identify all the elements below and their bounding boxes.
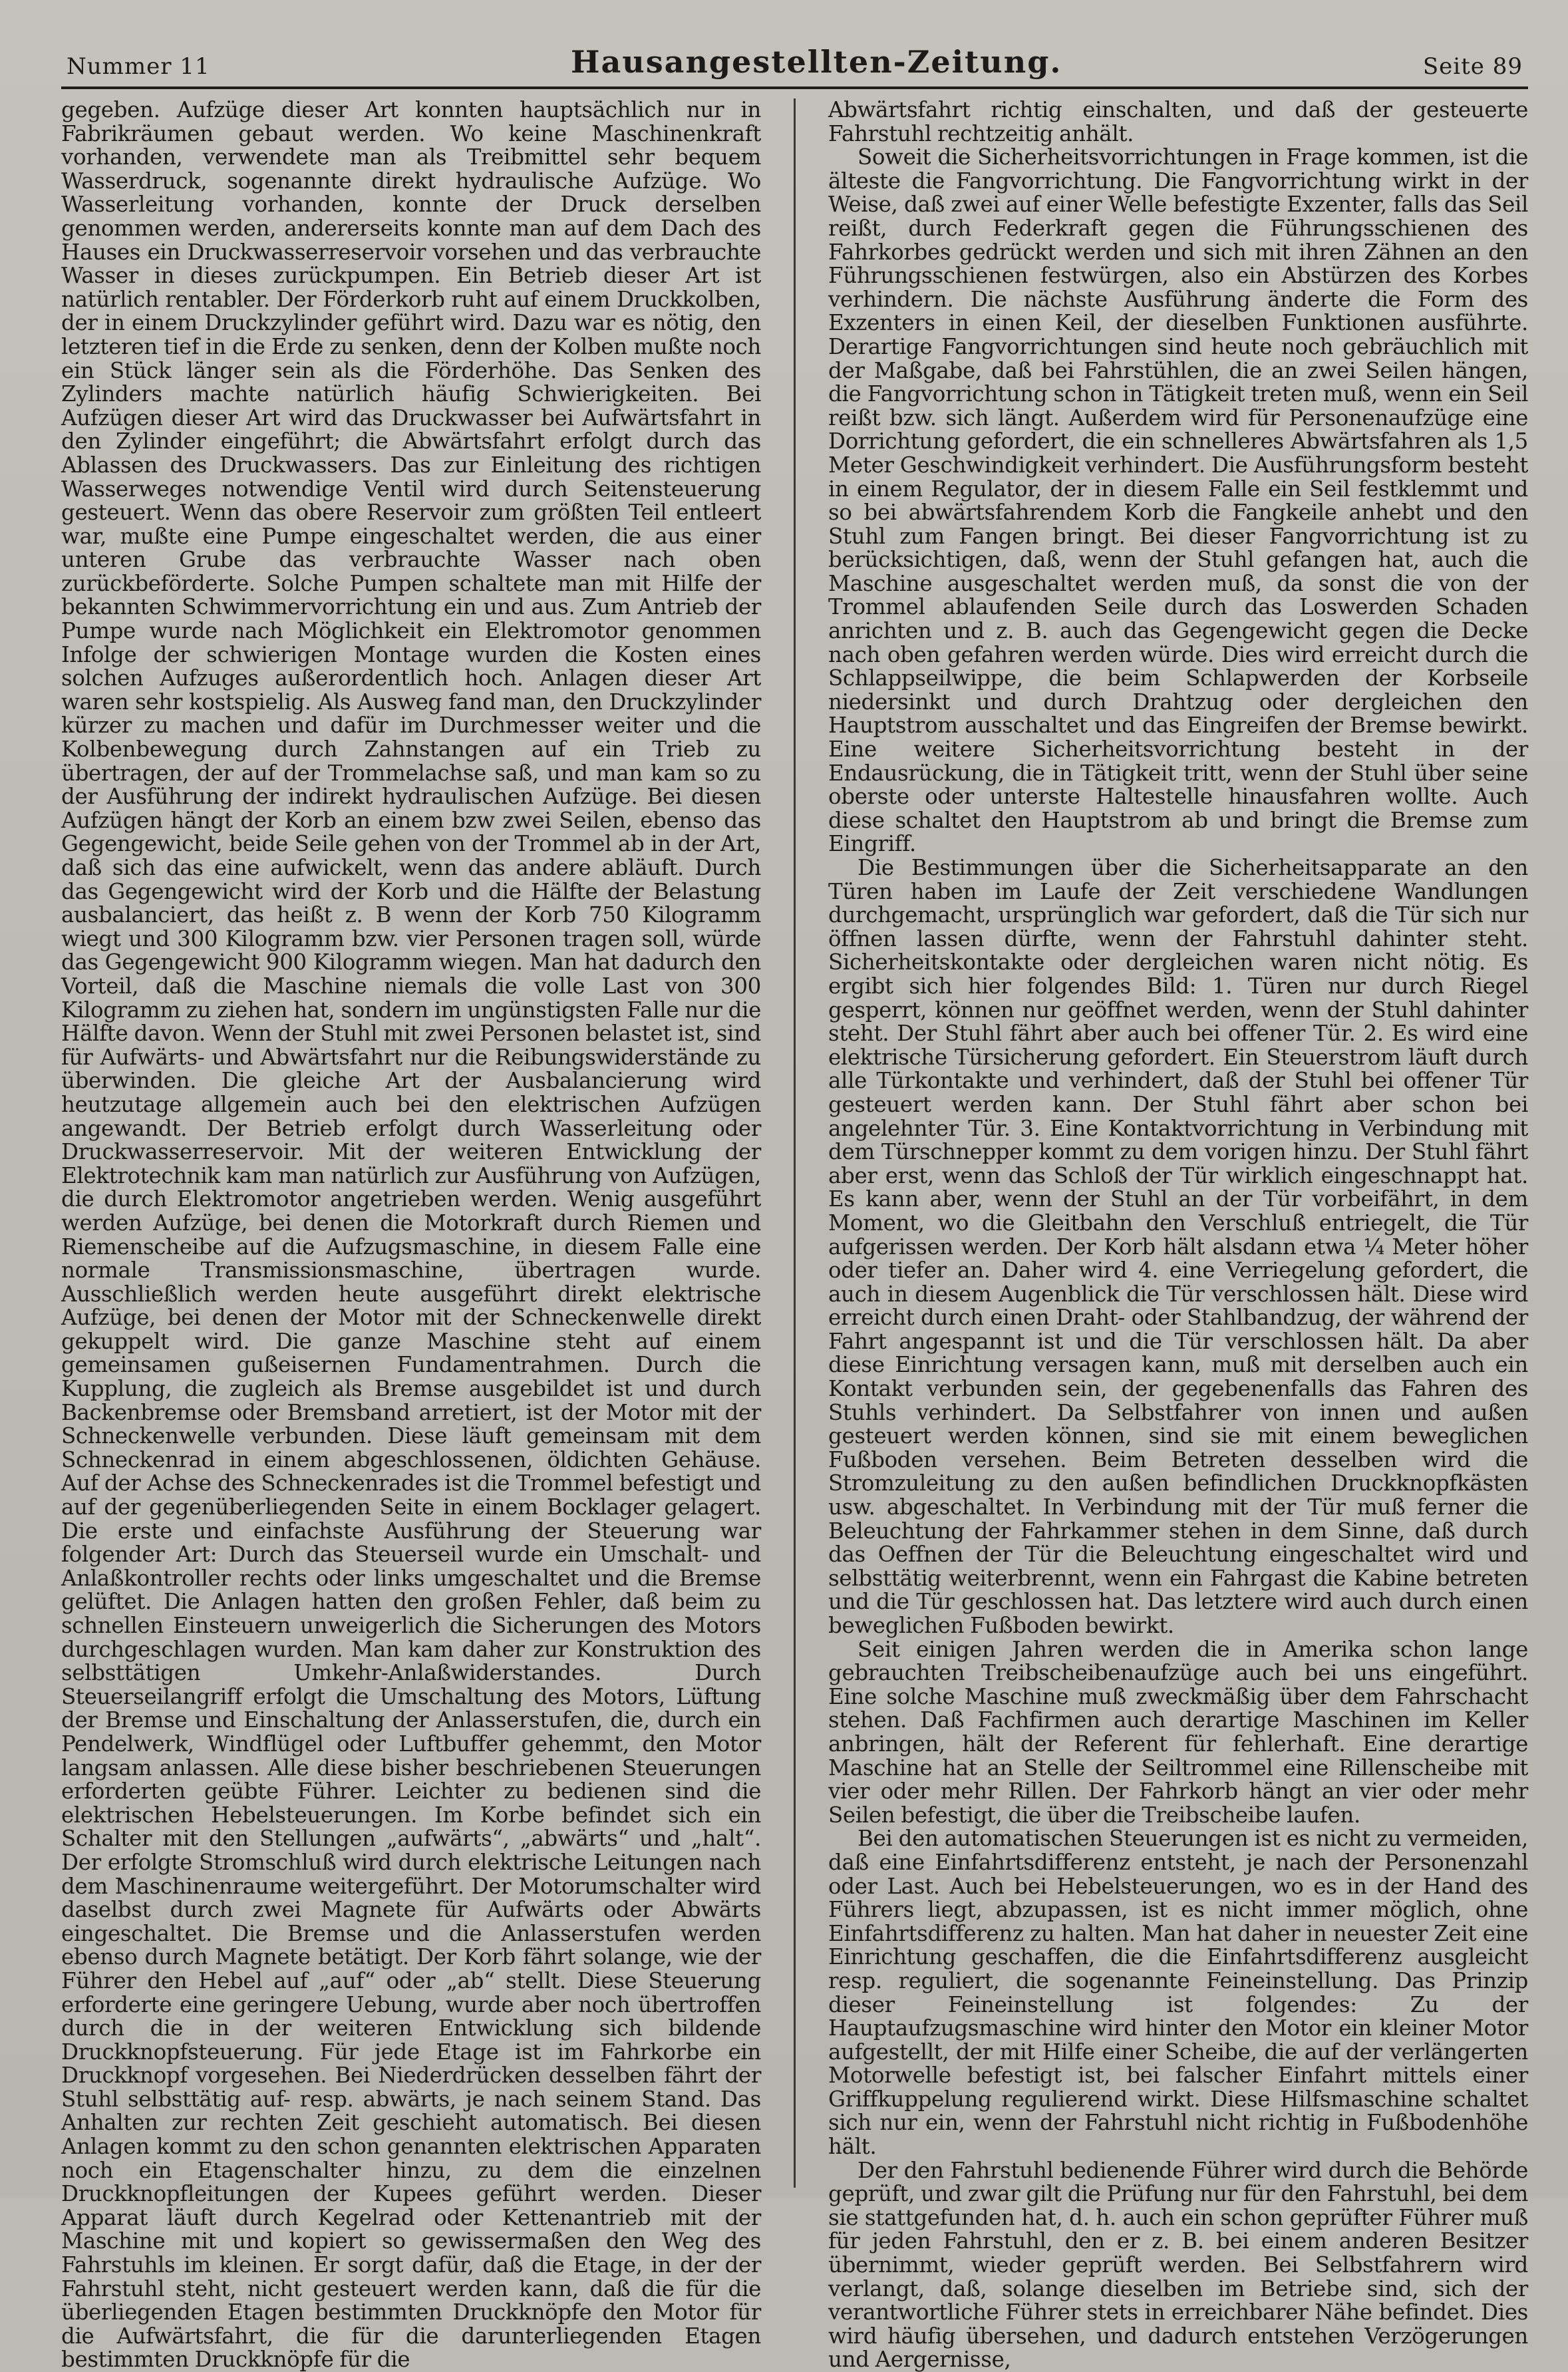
article-paragraph: Soweit die Sicherheitsvorrichtungen in Frage kommen, ist die älteste die Fangvorrichtung. Die Fangvorrichtung wirkt in der Weise, daß zwei auf einer Welle befestigte Exzenter, falls das Seil reißt, durch Federkraft gegen die Führungsschienen des Fahrkorbes gedrückt werden und sich mit ihren Zähnen an den Führungsschienen festwürgen, also ein Abstürzen des Korbes verhindern. Die nächste Ausführung änderte die Form des Exzenters in einen Keil, der dieselben Funktionen ausführte. Derartige Fangvorrichtungen sind heute noch gebräuchlich mit der Maßgabe, daß bei Fahrstühlen, die an zwei Seilen hängen, die Fangvorrichtung schon in Tätigkeit treten muß, wenn ein Seil reißt bzw. sich längt. Außerdem wird für Personenaufzüge eine Dorrichtung gefordert, die ein schnelleres Abwärtsfahren als 1,5 Meter Geschwindigkeit verhindert. Die Ausführungsform besteht in einem Regulator, der in diesem Falle ein Seil festklemmt und so bei abwärtsfahrendem Korb die Fangkeile anhebt und den Stuhl zum Fangen bringt. Bei dieser Fangvorrichtung ist zu berücksichtigen, daß, wenn der Stuhl gefangen hat, auch die Maschine ausgeschaltet werden muß, da sonst die von der Trommel ablaufenden Seile durch das Loswerden Schaden anrichten und z. B. auch das Gegengewicht gegen die Decke nach oben gefahren werden würde. Dies wird erreicht durch die Schlappseilwippe, die beim Schlapwerden der Korbseile niedersinkt und durch Drahtzug oder dergleichen den Hauptstrom ausschaltet und das Eingreifen der Bremse bewirkt. Eine weitere Sicherheitsvorrichtung besteht in der Endausrückung, die in Tätigkeit tritt, wenn der Stuhl über seine oberste oder unterste Haltestelle hinausfahren wollte. Auch diese schaltet den Hauptstrom ab und bringt die Bremse zum Eingriff. xyxy=(828,144,1528,857)
left-column xyxy=(61,97,761,2372)
article-paragraph: gegeben. Aufzüge dieser Art konnten hauptsächlich nur in Fabrikräumen gebaut werden. Wo keine Maschinenkraft vorhanden, verwendete man als Treibmittel sehr bequem Wasserdruck, sogenannte direkt hydraulische Aufzüge. Wo Wasserleitung vorhanden, konnte der Druck derselben genommen werden, andererseits konnte man auf dem Dach des Hauses ein Druckwasserreservoir vorsehen und das verbrauchte Wasser in dieses zurückpumpen. Ein Betrieb dieser Art ist natürlich rentabler. Der Förderkorb ruht auf einem Druckkolben, der in einem Druckzylinder geführt wird. Dazu war es nötig, den letzteren tief in die Erde zu senken, denn der Kolben mußte noch ein Stück länger sein als die Förderhöhe. Das Senken des Zylinders machte natürlich häufig Schwierigkeiten. Bei Aufzügen dieser Art wird das Druckwasser bei Aufwärtsfahrt in den Zylinder eingeführt; die Abwärtsfahrt erfolgt durch das Ablassen des Druckwassers. Das zur Einleitung des richtigen Wasserweges notwendige Ventil wird durch Seitensteuerung gesteuert. Wenn das obere Reservoir zum größten Teil entleert war, mußte eine Pumpe eingeschaltet werden, die aus einer unteren Grube das verbrauchte Wasser nach oben zurückbeförderte. Solche Pumpen schaltete man mit Hilfe der bekannten Schwimmervorrichtung ein und aus. Zum Antrieb der Pumpe wurde nach Möglichkeit ein Elektromotor genommen Infolge der schwierigen Montage wurden die Kosten eines solchen Aufzuges außerordentlich hoch. Anlagen dieser Art waren sehr kostspielig. Als Ausweg fand man, den Druckzylinder kürzer zu machen und dafür im Durchmesser weiter und die Kolbenbewegung durch Zahnstangen auf ein Trieb zu übertragen, der auf der Trommelachse saß, und man kam so zu der Ausführung der indirekt hydraulischen Aufzüge. Bei diesen Aufzügen hängt der Korb an einem bzw zwei Seilen, ebenso das Gegengewicht, beide Seile gehen von der Trommel ab in der Art, daß sich das eine aufwickelt, wenn das andere abläuft. Durch das Gegengewicht wird der Korb und die Hälfte der Belastung ausbalanciert, das heißt z. B wenn der Korb 750 Kilogramm wiegt und 300 Kilogramm bzw. vier Personen tragen soll, würde das Gegengewicht 900 Kilogramm wiegen. Man hat dadurch den Vorteil, daß die Maschine niemals die volle Last von 300 Kilogramm zu ziehen hat, sondern im ungünstigsten Falle nur die Hälfte davon. Wenn der Stuhl mit zwei Personen belastet ist, sind für Aufwärts- und Abwärtsfahrt nur die Reibungswiderstände zu überwinden. Die gleiche Art der Ausbalancierung wird heutzutage allgemein auch bei den elektrischen Aufzügen angewandt. Der Betrieb erfolgt durch Wasserleitung oder Druckwasserreservoir. Mit der weiteren Entwicklung der Elektrotechnik kam man natürlich zur Ausführung von Aufzügen, die durch Elektromotor angetrieben werden. Wenig ausgeführt werden Aufzüge, bei denen die Motorkraft durch Riemen und Riemenscheibe auf die Aufzugsmaschine, in diesem Falle eine normale Transmissionsmaschine, übertragen wurde. Ausschließlich werden heute ausgeführt direkt elektrische Aufzüge, bei denen der Motor mit der Schneckenwelle direkt gekuppelt wird. Die ganze Maschine steht auf einem gemeinsamen gußeisernen Fundamentrahmen. Durch die Kupplung, die zugleich als Bremse ausgebildet ist und durch Backenbremse oder Bremsband arretiert, ist der Motor mit der Schneckenwelle verbunden. Diese läuft gemeinsam mit dem Schneckenrad in einem abgeschlossenen, öldichten Gehäuse. Auf der Achse des Schneckenrades ist die Trommel befestigt und auf der gegenüberliegenden Seite in einem Bocklager gelagert. Die erste und einfachste Ausführung der Steuerung war folgender Art: Durch das Steuerseil wurde ein Umschalt- und Anlaßkontroller rechts oder links umgeschaltet und die Bremse gelüftet. Die Anlagen hatten den großen Fehler, daß beim zu schnellen Einsteuern unweigerlich die Sicherungen des Motors durchgeschlagen wurden. Man kam daher zur Konstruktion des selbsttätigen Umkehr-Anlaßwiderstandes. Durch Steuerseilangriff erfolgt die Umschaltung des Motors, Lüftung der Bremse und Einschaltung der Anlasserstufen, die, durch ein Pendelwerk, Windflügel oder Luftbuffer gehemmt, den Motor langsam anlassen. Alle diese bisher beschriebenen Steuerungen erforderten geübte Führer. Leichter zu bedienen sind die elektrischen Hebelsteuerungen. Im Korbe befindet sich ein Schalter mit den Stellungen „aufwärts“, „abwärts“ und „halt“. Der erfolgte Stromschluß wird durch elektrische Leitungen nach dem Maschinenraume weitergeführt. Der Motorumschalter wird daselbst durch zwei Magnete für Aufwärts oder Abwärts eingeschaltet. Die Bremse und die Anlasserstufen werden ebenso durch Magnete betätigt. Der Korb fährt solange, wie der Führer den Hebel auf „auf“ oder „ab“ stellt. Diese Steuerung erforderte eine geringere Uebung, wurde aber noch übertroffen durch die in der weiteren Entwicklung sich bildende Druckknopfsteuerung. Für jede Etage ist im Fahrkorbe ein Druckknopf vorgesehen. Bei Niederdrücken desselben fährt der Stuhl selbsttätig auf- resp. abwärts, je nach seinem Stand. Das Anhalten zur rechten Zeit geschieht automatisch. Bei diesen Anlagen kommt zu den schon genannten elektrischen Apparaten noch ein Etagenschalter hinzu, zu dem die einzelnen Druckknopfleitungen der Kupees geführt werden. Dieser Apparat läuft durch Kegelrad oder Kettenantrieb mit der Maschine mit und kopiert so gewissermaßen den Weg des Fahrstuhls im kleinen. Er sorgt dafür, daß die Etage, in der der Fahrstuhl steht, nicht gesteuert werden kann, daß die für die überliegenden Etagen bestimmten Druckknöpfe den Motor für die Aufwärtsfahrt, die für die darunterliegenden Etagen bestimmten Druckknöpfe für die xyxy=(61,97,761,2372)
right-column xyxy=(828,97,1528,2372)
article-paragraph: Der den Fahrstuhl bedienende Führer wird durch die Behörde geprüft, und zwar gilt die Prüfung nur für den Fahrstuhl, bei dem sie stattgefunden hat, d. h. auch ein schon geprüfter Führer muß für jeden Fahrstuhl, den er z. B. bei einem anderen Besitzer übernimmt, wieder geprüft werden. Bei Selbstfahrern wird verlangt, daß, solange dieselben im Betriebe sind, sich der verantwortliche Führer stets in erreichbarer Nähe befindet. Dies wird häufig übersehen, und dadurch entstehen Verzögerungen und Aergernisse, xyxy=(828,2157,1528,2372)
page-number: Seite 89 xyxy=(1422,53,1523,80)
column-divider xyxy=(794,98,796,2188)
article-paragraph: Die Bestimmungen über die Sicherheitsapparate an den Türen haben im Laufe der Zeit verschiedene Wandlungen durchgemacht, ursprünglich war gefordert, daß die Tür sich nur öffnen lassen dürfte, wenn der Fahrstuhl dahinter steht. Sicherheitskontakte oder dergleichen waren nicht nötig. Es ergibt sich hier folgendes Bild: 1. Türen nur durch Riegel gesperrt, können nur geöffnet werden, wenn der Stuhl dahinter steht. Der Stuhl fährt aber auch bei offener Tür. 2. Es wird eine elektrische Türsicherung gefordert. Ein Steuerstrom läuft durch alle Türkontakte und verhindert, daß der Stuhl bei offener Tür gesteuert werden kann. Der Stuhl fährt aber schon bei angelehnter Tür. 3. Eine Kontaktvorrichtung in Verbindung mit dem Türschnepper kommt zu dem vorigen hinzu. Der Stuhl fährt aber erst, wenn das Schloß der Tür wirklich eingeschnappt hat. Es kann aber, wenn der Stuhl an der Tür vorbeifährt, in dem Moment, wo die Gleitbahn den Verschluß entriegelt, die Tür aufgerissen werden. Der Korb hält alsdann etwa ¼ Meter höher oder tiefer an. Daher wird 4. eine Verriegelung gefordert, die auch in diesem Augenblick die Tür verschlossen hält. Diese wird erreicht durch einen Draht- oder Stahlbandzug, der während der Fahrt angespannt ist und die Tür verschlossen hält. Da aber diese Einrichtung versagen kann, muß mit derselben auch ein Kontakt verbunden sein, der gegebenenfalls das Fahren des Stuhls verhindert. Da Selbstfahrer von innen und außen gesteuert werden können, sind sie mit einem beweglichen Fußboden versehen. Beim Betreten desselben wird die Stromzuleitung zu den außen befindlichen Druckknopfkästen usw. abgeschaltet. In Verbindung mit der Tür muß ferner die Beleuchtung der Fahrkammer stehen in dem Sinne, daß durch das Oeffnen der Tür die Beleuchtung eingeschaltet wird und selbsttätig weiterbrennt, wenn ein Fahrgast die Kabine betreten und die Tür geschlossen hat. Das letztere wird auch durch einen beweglichen Fußboden bewirkt. xyxy=(828,855,1528,1638)
article-paragraph: Abwärtsfahrt richtig einschalten, und daß der gesteuerte Fahrstuhl rechtzeitig anhält. xyxy=(828,97,1528,146)
page-header xyxy=(61,39,1528,89)
text-columns xyxy=(61,97,1528,2372)
article-paragraph: Bei den automatischen Steuerungen ist es nicht zu vermeiden, daß eine Einfahrtsdifferenz entsteht, je nach der Personenzahl oder Last. Auch bei Hebelsteuerungen, wo es in der Hand des Führers liegt, abzupassen, ist es nicht immer möglich, ohne Einfahrtsdifferenz zu halten. Man hat daher in neuester Zeit eine Einrichtung geschaffen, die die Einfahrtsdifferenz ausgleicht resp. reguliert, die sogenannte Feineinstellung. Das Prinzip dieser Feineinstellung ist folgendes: Zu der Hauptaufzugsmaschine wird hinter den Motor ein kleiner Motor aufgestellt, der mit Hilfe einer Scheibe, die auf der verlängerten Motorwelle befestigt ist, bei falscher Einfahrt mittels einer Griffkuppelung regulierend wirkt. Diese Hilfsmaschine schaltet sich nur ein, wenn der Fahrstuhl nicht richtig in Fußbodenhöhe hält. xyxy=(828,1826,1528,2160)
newspaper-title: Hausangestellten-Zeitung. xyxy=(571,44,1062,80)
issue-number: Nummer 11 xyxy=(67,53,210,80)
article-paragraph: Seit einigen Jahren werden die in Amerika schon lange gebrauchten Treibscheibenaufzüge auch bei uns eingeführt. Eine solche Maschine muß zweckmäßig über dem Fahrschacht stehen. Daß Fachfirmen auch derartige Maschinen im Keller anbringen, hält der Referent für fehlerhaft. Eine derartige Maschine hat an Stelle der Seiltrommel eine Rillenscheibe mit vier oder mehr Rillen. Der Fahrkorb hängt an vier oder mehr Seilen befestigt, die über die Treibscheibe laufen. xyxy=(828,1636,1528,1828)
